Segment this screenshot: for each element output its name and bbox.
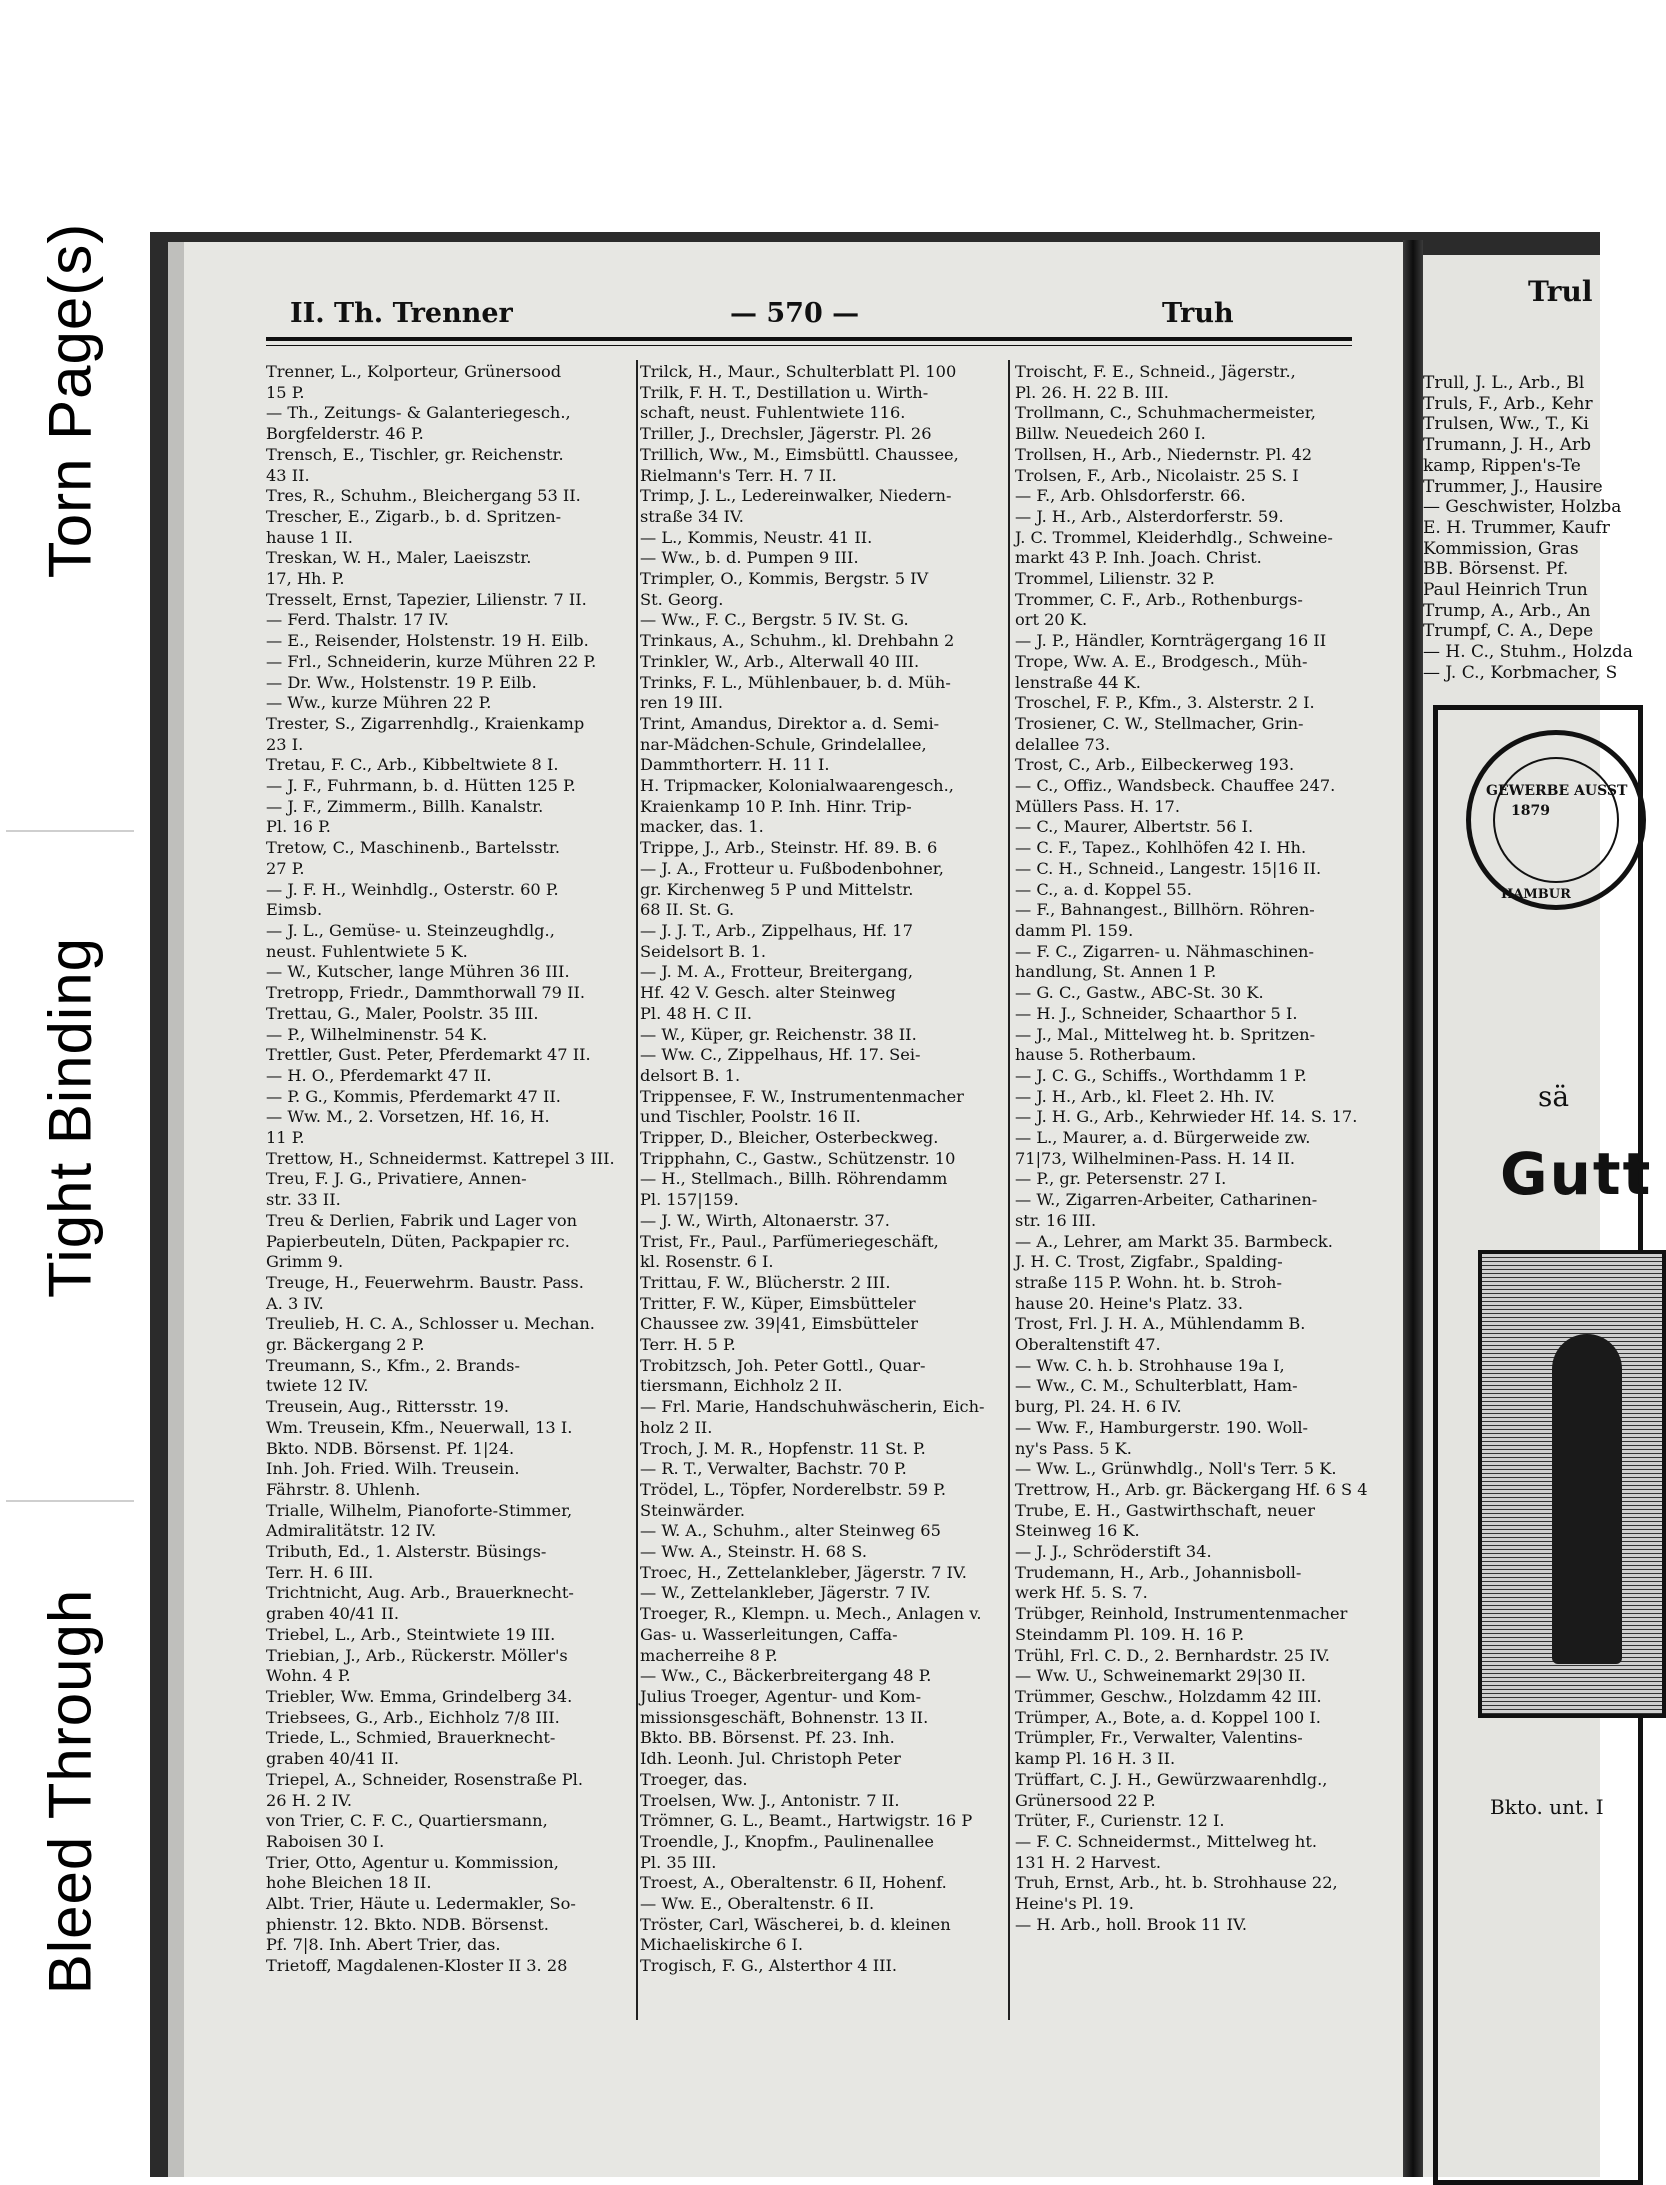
directory-entry-line: Idh. Leonh. Jul. Christoph Peter [640, 1749, 901, 1769]
directory-entry-line: — J. J. T., Arb., Zippelhaus, Hf. 17 [640, 920, 913, 940]
facing-page-entry-line: — J. C., Korbmacher, S [1423, 662, 1618, 683]
header-left: II. Th. Trenner [290, 298, 513, 329]
directory-entry-line: Tritter, F. W., Küper, Eimsbütteler [640, 1293, 916, 1313]
directory-entry-line: — W., Zigarren-Arbeiter, Catharinen- [1015, 1190, 1318, 1210]
directory-entry-line: Trensch, E., Tischler, gr. Reichenstr. [266, 444, 564, 464]
directory-entry-line: Trinks, F. L., Mühlenbauer, b. d. Müh- [640, 672, 951, 692]
directory-entry-line: — W., Kutscher, lange Mühren 36 III. [266, 962, 570, 982]
directory-entry-line: Trialle, Wilhelm, Pianoforte-Stimmer, [266, 1500, 573, 1520]
directory-entry-line: 26 H. 2 IV. [266, 1790, 352, 1810]
directory-entry-line: Troschel, F. P., Kfm., 3. Alsterstr. 2 I. [1015, 693, 1315, 713]
directory-entry-line: — H. O., Pferdemarkt 47 II. [266, 1065, 492, 1085]
exhibition-seal [1466, 730, 1646, 910]
directory-entry-line: Trippe, J., Arb., Steinstr. Hf. 89. B. 6 [640, 838, 938, 858]
directory-entry-line: — Ww., F. C., Bergstr. 5 IV. St. G. [640, 610, 909, 630]
side-divider [6, 830, 134, 832]
column-divider [636, 360, 638, 2020]
directory-entry-line: — Ww. E., Oberaltenstr. 6 II. [640, 1894, 875, 1914]
directory-entry-line: Troest, A., Oberaltenstr. 6 II, Hohenf. [640, 1873, 947, 1893]
figure-illustration [1552, 1334, 1622, 1664]
directory-entry-line: — C., a. d. Koppel 55. [1015, 879, 1192, 899]
directory-entry-line: Tröster, Carl, Wäscherei, b. d. kleinen [640, 1914, 951, 1934]
facing-page-entry-line: Trummer, J., Hausire [1423, 476, 1603, 497]
directory-entry-line: 68 II. St. G. [640, 900, 735, 920]
directory-entry-line: Trippensee, F. W., Instrumentenmacher [640, 1086, 964, 1106]
directory-entry-line: Pl. 48 H. C II. [640, 1003, 752, 1023]
directory-entry-line: Hf. 42 V. Gesch. alter Steinweg [640, 983, 896, 1003]
directory-entry-line: — P. G., Kommis, Pferdemarkt 47 II. [266, 1086, 561, 1106]
directory-entry-line: Trommer, C. F., Arb., Rothenburgs- [1015, 589, 1303, 609]
directory-entry-line: — C., Offiz., Wandsbeck. Chauffee 247. [1015, 776, 1336, 796]
directory-entry-line: Trödel, L., Töpfer, Norderelbstr. 59 P. [640, 1479, 946, 1499]
directory-entry-line: 11 P. [266, 1128, 305, 1148]
directory-entry-line: 15 P. [266, 382, 305, 402]
directory-entry-line: Trier, Otto, Agentur u. Kommission, [266, 1852, 559, 1872]
directory-entry-line: Dammthorterr. H. 11 I. [640, 755, 830, 775]
directory-entry-line: hause 1 II. [266, 527, 353, 547]
directory-entry-line: — W., Küper, gr. Reichenstr. 38 II. [640, 1024, 917, 1044]
directory-entry-line: Trist, Fr., Paul., Parfümeriegeschäft, [640, 1231, 939, 1251]
directory-entry-line: Steinwärder. [640, 1500, 746, 1520]
directory-entry-line: — Ww. C. h. b. Strohhause 19a I, [1015, 1355, 1285, 1375]
directory-entry-line: — J. F., Zimmerm., Billh. Kanalstr. [266, 796, 544, 816]
directory-entry-line: Trillich, Ww., M., Eimsbüttl. Chaussee, [640, 444, 959, 464]
directory-entry-line: Trosiener, C. W., Stellmacher, Grin- [1015, 713, 1304, 733]
directory-entry-line: Steinweg 16 K. [1015, 1521, 1140, 1541]
directory-entry-line: Raboisen 30 I. [266, 1831, 385, 1851]
directory-entry-line: Trömner, G. L., Beamt., Hartwigstr. 16 P [640, 1811, 973, 1831]
directory-entry-line: Trettau, G., Maler, Poolstr. 35 III. [266, 1003, 539, 1023]
directory-entry-line: — J. F., Fuhrmann, b. d. Hütten 125 P. [266, 776, 576, 796]
directory-entry-line: Triepel, A., Schneider, Rosenstraße Pl. [266, 1769, 583, 1789]
directory-entry-line: Trost, Frl. J. H. A., Mühlendamm B. [1015, 1314, 1306, 1334]
ad-footer: Bkto. unt. I [1490, 1795, 1604, 1819]
directory-entry-line: Tripphahn, C., Gastw., Schützenstr. 10 [640, 1148, 956, 1168]
directory-entry-line: — Ww. U., Schweinemarkt 29|30 II. [1015, 1666, 1306, 1686]
directory-entry-line: Tretropp, Friedr., Dammthorwall 79 II. [266, 983, 586, 1003]
directory-entry-line: Bkto. BB. Börsenst. Pf. 23. Inh. [640, 1728, 895, 1748]
directory-entry-line: Trübger, Reinhold, Instrumentenmacher [1015, 1604, 1348, 1624]
directory-entry-line: 17, Hh. P. [266, 569, 345, 589]
directory-entry-line: ren 19 III. [640, 693, 723, 713]
directory-entry-line: Tretau, F. C., Arb., Kibbeltwiete 8 I. [266, 755, 559, 775]
directory-entry-line: 71|73, Wilhelminen-Pass. H. 14 II. [1015, 1148, 1296, 1168]
facing-page-entry-line: Paul Heinrich Trun [1423, 580, 1588, 601]
directory-entry-line: 27 P. [266, 858, 305, 878]
directory-entry-line: — Ww., b. d. Pumpen 9 III. [640, 548, 859, 568]
directory-entry-line: gr. Bäckergang 2 P. [266, 1335, 425, 1355]
column-3 [1015, 362, 1385, 2022]
directory-entry-line: — J. W., Wirth, Altonaerstr. 37. [640, 1210, 890, 1230]
seal-bottom-text: HAMBUR [1501, 887, 1571, 902]
directory-entry-line: Trinkaus, A., Schuhm., kl. Drehbahn 2 [640, 631, 955, 651]
directory-entry-line: Fährstr. 8. Uhlenh. [266, 1479, 421, 1499]
directory-entry-line: — H., Stellmach., Billh. Röhrendamm [640, 1169, 948, 1189]
directory-entry-line: handlung, St. Annen 1 P. [1015, 962, 1217, 982]
directory-entry-line: — J., Mal., Mittelweg ht. b. Spritzen- [1015, 1024, 1316, 1044]
directory-entry-line: Terr. H. 6 III. [266, 1562, 374, 1582]
directory-entry-line: Trube, E. H., Gastwirthschaft, neuer [1015, 1500, 1315, 1520]
directory-entry-line: Trinkler, W., Arb., Alterwall 40 III. [640, 651, 920, 671]
directory-entry-line: straße 115 P. Wohn. ht. b. Stroh- [1015, 1272, 1282, 1292]
directory-entry-line: Triller, J., Drechsler, Jägerstr. Pl. 26 [640, 424, 932, 444]
directory-entry-line: Grünersood 22 P. [1015, 1790, 1156, 1810]
directory-entry-line: Pl. 35 III. [640, 1852, 717, 1872]
directory-entry-line: Triebian, J., Arb., Rückerstr. Möller's [266, 1645, 568, 1665]
facing-page-entry-line: Trulsen, Ww., T., Ki [1423, 414, 1589, 435]
directory-entry-line: Grimm 9. [266, 1252, 344, 1272]
directory-entry-line: graben 40/41 II. [266, 1749, 399, 1769]
facing-page-entry-line: Truls, F., Arb., Kehr [1423, 393, 1593, 414]
ad-headline: Gutt [1500, 1140, 1653, 1208]
directory-entry-line: — J. L., Gemüse- u. Steinzeughdlg., [266, 920, 555, 940]
directory-entry-line: Troelsen, Ww. J., Antonistr. 7 II. [640, 1790, 900, 1810]
directory-entry-line: Treumann, S., Kfm., 2. Brands- [266, 1355, 520, 1375]
directory-entry-line: Tributh, Ed., 1. Alsterstr. Büsings- [266, 1542, 547, 1562]
directory-entry-line: — Ww., kurze Mühren 22 P. [266, 693, 492, 713]
directory-entry-line: — Ww., C., Bäckerbreitergang 48 P. [640, 1666, 932, 1686]
directory-entry-line: Troeger, R., Klempn. u. Mech., Anlagen v. [640, 1604, 982, 1624]
directory-entry-line: Troeger, das. [640, 1769, 748, 1789]
directory-entry-line: Trolsen, F., Arb., Nicolaistr. 25 S. I [1015, 465, 1299, 485]
directory-entry-line: A. 3 IV. [266, 1293, 324, 1313]
directory-entry-line: Treulieb, H. C. A., Schlosser u. Mechan. [266, 1314, 595, 1334]
directory-entry-line: — A., Lehrer, am Markt 35. Barmbeck. [1015, 1231, 1333, 1251]
directory-entry-line: — Frl. Marie, Handschuhwäscherin, Eich- [640, 1397, 985, 1417]
seal-top-text: GEWERBE AUSST [1486, 783, 1628, 799]
directory-entry-line: — Ww. L., Grünwhdlg., Noll's Terr. 5 K. [1015, 1459, 1337, 1479]
directory-entry-line: straße 34 IV. [640, 506, 744, 526]
directory-entry-line: Trogisch, F. G., Alsterthor 4 III. [640, 1956, 898, 1976]
directory-entry-line: — J. H., Arb., kl. Fleet 2. Hh. IV. [1015, 1086, 1275, 1106]
facing-page-entry-line: — Geschwister, Holzba [1423, 497, 1622, 518]
directory-entry-line: Treuge, H., Feuerwehrm. Baustr. Pass. [266, 1272, 584, 1292]
directory-entry-line: Borgfelderstr. 46 P. [266, 424, 424, 444]
facing-page-entry-line: Trump, A., Arb., An [1423, 600, 1591, 621]
directory-entry-line: Trettler, Gust. Peter, Pferdemarkt 47 II. [266, 1045, 591, 1065]
facing-page-entry-line: kamp, Rippen's-Te [1423, 455, 1581, 476]
directory-entry-line: — C. H., Schneid., Langestr. 15|16 II. [1015, 858, 1322, 878]
directory-entry-line: — J. H. G., Arb., Kehrwieder Hf. 14. S. 17. [1015, 1107, 1358, 1127]
header-page-number: — 570 — [730, 298, 860, 329]
directory-entry-line: Trietoff, Magdalenen-Kloster II 3. 28 [266, 1956, 568, 1976]
column-1 [266, 362, 636, 2022]
directory-entry-line: — R. T., Verwalter, Bachstr. 70 P. [640, 1459, 907, 1479]
directory-entry-line: — F., Bahnangest., Billhörn. Röhren- [1015, 900, 1315, 920]
directory-entry-line: Truh, Ernst, Arb., ht. b. Strohhause 22, [1015, 1873, 1338, 1893]
directory-entry-line: Wm. Treusein, Kfm., Neuerwall, 13 I. [266, 1417, 573, 1437]
facing-page-lines [1423, 373, 1633, 684]
facing-page-entry-line: — H. C., Stuhm., Holzda [1423, 642, 1633, 663]
directory-entry-line: macker, das. 1. [640, 817, 764, 837]
directory-entry-line: — Ferd. Thalstr. 17 IV. [266, 610, 449, 630]
seal-inner-ring [1493, 757, 1619, 883]
directory-entry-line: Trümper, A., Bote, a. d. Koppel 100 I. [1015, 1707, 1321, 1727]
directory-entry-line: — J. J., Schröderstift 34. [1015, 1542, 1212, 1562]
directory-entry-line: — E., Reisender, Holstenstr. 19 H. Eilb. [266, 631, 589, 651]
directory-entry-line: Troch, J. M. R., Hopfenstr. 11 St. P. [640, 1438, 926, 1458]
directory-entry-line: Trümmer, Geschw., Holzdamm 42 III. [1015, 1687, 1322, 1706]
directory-entry-line: ort 20 K. [1015, 610, 1088, 630]
ad-text-small: sä [1538, 1080, 1570, 1113]
facing-page [1423, 255, 1653, 2177]
directory-entry-line: — P., gr. Petersenstr. 27 I. [1015, 1169, 1227, 1189]
directory-entry-line: — F. C., Zigarren- u. Nähmaschinen- [1015, 941, 1314, 961]
directory-entry-line: — F., Arb. Ohlsdorferstr. 66. [1015, 486, 1246, 506]
directory-entry-line: macherreihe 8 P. [640, 1645, 778, 1665]
directory-entry-line: — Ww. F., Hamburgerstr. 190. Woll- [1015, 1417, 1309, 1437]
side-divider [6, 1500, 134, 1502]
directory-entry-line: Terr. H. 5 P. [640, 1335, 736, 1355]
binding-gutter [1403, 240, 1423, 2177]
directory-entry-line: 131 H. 2 Harvest. [1015, 1852, 1162, 1872]
directory-entry-line: — Dr. Ww., Holstenstr. 19 P. Eilb. [266, 672, 537, 692]
directory-entry-line: Steindamm Pl. 109. H. 16 P. [1015, 1624, 1245, 1644]
advertisement [1433, 705, 1653, 2185]
directory-entry-line: Troendle, J., Knopfm., Paulinenallee [640, 1831, 934, 1851]
directory-entry-line: kl. Rosenstr. 6 I. [640, 1252, 774, 1272]
directory-entry-line: gr. Kirchenweg 5 P und Mittelstr. [640, 879, 914, 899]
directory-entry-line: — Ww. A., Steinstr. H. 68 S. [640, 1542, 867, 1562]
directory-entry-line: 23 I. [266, 734, 304, 754]
directory-entry-line: Julius Troeger, Agentur- und Kom- [640, 1687, 922, 1706]
directory-entry-line: Trommel, Lilienstr. 32 P. [1015, 569, 1215, 589]
ad-illustration [1478, 1250, 1666, 1718]
facing-page-entry-line: E. H. Trummer, Kaufr [1423, 517, 1610, 538]
directory-entry-line: damm Pl. 159. [1015, 920, 1134, 940]
directory-entry-line: kamp Pl. 16 H. 3 II. [1015, 1749, 1176, 1769]
side-label-bleed: Bleed Through [36, 1588, 104, 1995]
directory-entry-line: Pl. 16 P. [266, 817, 331, 837]
directory-entry-line: Trenner, L., Kolporteur, Grünersood [266, 362, 562, 381]
directory-entry-line: Pf. 7|8. Inh. Abert Trier, das. [266, 1935, 501, 1955]
directory-entry-line: Wohn. 4 P. [266, 1666, 351, 1686]
directory-entry-line: phienstr. 12. Bkto. NDB. Börsenst. [266, 1914, 549, 1934]
directory-entry-line: Trudemann, H., Arb., Johannisboll- [1015, 1562, 1302, 1582]
directory-entry-line: — Ww., C. M., Schulterblatt, Ham- [1015, 1376, 1298, 1396]
directory-entry-line: Trilck, H., Maur., Schulterblatt Pl. 100 [640, 362, 957, 381]
directory-entry-line: — J. F. H., Weinhdlg., Osterstr. 60 P. [266, 879, 559, 899]
directory-entry-line: Bkto. NDB. Börsenst. Pf. 1|24. [266, 1438, 515, 1458]
directory-entry-line: Heine's Pl. 19. [1015, 1894, 1134, 1914]
directory-entry-line: hohe Bleichen 18 II. [266, 1873, 432, 1893]
directory-entry-line: — C. F., Tapez., Kohlhöfen 42 I. Hh. [1015, 838, 1307, 858]
directory-entry-line: — W., Zettelankleber, Jägerstr. 7 IV. [640, 1583, 931, 1603]
directory-entry-line: Treu & Derlien, Fabrik und Lager von [266, 1210, 578, 1230]
directory-entry-line: Trittau, F. W., Blücherstr. 2 III. [640, 1272, 891, 1292]
directory-entry-line: hause 20. Heine's Platz. 33. [1015, 1293, 1243, 1313]
directory-entry-line: nar-Mädchen-Schule, Grindelallee, [640, 734, 927, 754]
directory-entry-line: Müllers Pass. H. 17. [1015, 796, 1180, 816]
directory-entry-line: Chaussee zw. 39|41, Eimsbütteler [640, 1314, 919, 1334]
directory-entry-line: str. 33 II. [266, 1190, 341, 1210]
directory-entry-line: ny's Pass. 5 K. [1015, 1438, 1132, 1458]
directory-entry-line: — F. C. Schneidermst., Mittelweg ht. [1015, 1831, 1318, 1851]
facing-page-entry-line: Trull, J. L., Arb., Bl [1423, 373, 1585, 393]
directory-entry-line: Pl. 157|159. [640, 1190, 739, 1210]
directory-entry-line: — W. A., Schuhm., alter Steinweg 65 [640, 1521, 941, 1541]
directory-entry-line: markt 43 P. Inh. Joach. Christ. [1015, 548, 1262, 568]
directory-entry-line: Trüter, F., Curienstr. 12 I. [1015, 1811, 1225, 1831]
directory-entry-line: Trettrow, H., Arb. gr. Bäckergang Hf. 6 S 4 [1015, 1479, 1368, 1499]
directory-entry-line: Seidelsort B. 1. [640, 941, 767, 961]
directory-entry-line: — J. C. G., Schiffs., Worthdamm 1 P. [1015, 1065, 1307, 1085]
directory-entry-line: — C., Maurer, Albertstr. 56 I. [1015, 817, 1254, 837]
directory-entry-line: von Trier, C. F. C., Quartiersmann, [266, 1811, 548, 1831]
directory-entry-line: Tres, R., Schuhm., Bleichergang 53 II. [266, 486, 581, 506]
directory-entry-line: Michaeliskirche 6 I. [640, 1935, 804, 1955]
directory-entry-line: Trope, Ww. A. E., Brodgesch., Müh- [1015, 651, 1308, 671]
directory-entry-line: — Ww. C., Zippelhaus, Hf. 17. Sei- [640, 1045, 921, 1065]
directory-entry-line: Admiralitätstr. 12 IV. [266, 1521, 437, 1541]
directory-entry-line: — J. P., Händler, Kornträgergang 16 II [1015, 631, 1327, 651]
directory-entry-line: — L., Kommis, Neustr. 41 II. [640, 527, 873, 547]
directory-entry-line: Trollsen, H., Arb., Niedernstr. Pl. 42 [1015, 444, 1313, 464]
directory-entry-line: Papierbeuteln, Düten, Packpapier rc. [266, 1231, 570, 1251]
directory-entry-line: hause 5. Rotherbaum. [1015, 1045, 1197, 1065]
directory-entry-line: Pl. 26. H. 22 B. III. [1015, 382, 1169, 402]
directory-entry-line: 43 II. [266, 465, 310, 485]
directory-entry-line: Treu, F. J. G., Privatiere, Annen- [266, 1169, 527, 1189]
directory-entry-line: Troec, H., Zettelankleber, Jägerstr. 7 IV. [640, 1562, 967, 1582]
directory-entry-line: — H. J., Schneider, Schaarthor 5 I. [1015, 1003, 1298, 1023]
directory-entry-line: Oberaltenstift 47. [1015, 1335, 1161, 1355]
side-label-torn: Torn Page(s) [36, 222, 104, 579]
directory-entry-line: Trollmann, C., Schuhmachermeister, [1015, 403, 1316, 423]
page-header [290, 298, 1240, 328]
directory-entry-line: neust. Fuhlentwiete 5 K. [266, 941, 468, 961]
header-rule [266, 337, 1352, 341]
directory-entry-line: burg, Pl. 24. H. 6 IV. [1015, 1397, 1182, 1417]
directory-entry-line: — Frl., Schneiderin, kurze Mühren 22 P. [266, 651, 597, 671]
directory-entry-line: Billw. Neuedeich 260 I. [1015, 424, 1206, 444]
directory-entry-line: — P., Wilhelminenstr. 54 K. [266, 1024, 488, 1044]
directory-entry-line: tiersmann, Eichholz 2 II. [640, 1376, 843, 1396]
directory-entry-line: — Th., Zeitungs- & Galanteriegesch., [266, 403, 571, 423]
facing-page-title: Trul [1528, 275, 1593, 308]
directory-entry-line: Trümpler, Fr., Verwalter, Valentins- [1015, 1728, 1303, 1748]
directory-entry-line: J. H. C. Trost, Zigfabr., Spalding- [1015, 1252, 1283, 1272]
directory-entry-line: lenstraße 44 K. [1015, 672, 1141, 692]
directory-entry-line: Troischt, F. E., Schneid., Jägerstr., [1015, 362, 1296, 381]
directory-entry-line: delallee 73. [1015, 734, 1111, 754]
directory-entry-line: delsort B. 1. [640, 1065, 741, 1085]
directory-entry-line: Tretow, C., Maschinenb., Bartelsstr. [266, 838, 561, 858]
directory-entry-line: Trint, Amandus, Direktor a. d. Semi- [640, 713, 940, 733]
directory-entry-line: Trettow, H., Schneidermst. Kattrepel 3 III. [266, 1148, 615, 1168]
directory-entry-line: Trüffart, C. J. H., Gewürzwaarenhdlg., [1015, 1769, 1328, 1789]
directory-entry-line: Trimp, J. L., Ledereinwalker, Niedern- [640, 486, 952, 506]
directory-entry-line: graben 40/41 II. [266, 1604, 399, 1624]
directory-entry-line: Triede, L., Schmied, Brauerknecht- [266, 1728, 556, 1748]
directory-entry-line: Trobitzsch, Joh. Peter Gottl., Quar- [640, 1355, 926, 1375]
facing-page-entry-line: Kommission, Gras [1423, 538, 1579, 559]
directory-entry-line: holz 2 II. [640, 1417, 713, 1437]
directory-entry-line: Rielmann's Terr. H. 7 II. [640, 465, 837, 485]
header-right: Truh [1162, 298, 1234, 329]
side-label-binding: Tight Binding [36, 937, 104, 1298]
directory-entry-line: Trester, S., Zigarrenhdlg., Kraienkamp [266, 713, 585, 733]
directory-entry-line: — H. Arb., holl. Brook 11 IV. [1015, 1914, 1248, 1934]
directory-entry-line: Gas- u. Wasserleitungen, Caffa- [640, 1624, 898, 1644]
directory-entry-line: Trühl, Frl. C. D., 2. Bernhardstr. 25 IV. [1015, 1645, 1330, 1665]
directory-entry-line: schaft, neust. Fuhlentwiete 116. [640, 403, 906, 423]
directory-entry-line: Trescher, E., Zigarb., b. d. Spritzen- [266, 506, 562, 526]
directory-entry-line: Inh. Joh. Fried. Wilh. Treusein. [266, 1459, 520, 1479]
column-divider [1008, 360, 1010, 2020]
directory-entry-line: — J. H., Arb., Alsterdorferstr. 59. [1015, 506, 1284, 526]
directory-entry-line: — J. A., Frotteur u. Fußbodenbohner, [640, 858, 944, 878]
directory-entry-line: — Ww. M., 2. Vorsetzen, Hf. 16, H. [266, 1107, 550, 1127]
directory-entry-line: Albt. Trier, Häute u. Ledermakler, So- [266, 1894, 576, 1914]
directory-entry-line: missionsgeschäft, Bohnenstr. 13 II. [640, 1707, 929, 1727]
directory-entry-line: Kraienkamp 10 P. Inh. Hinr. Trip- [640, 796, 912, 816]
directory-entry-line: Triebsees, G., Arb., Eichholz 7/8 III. [266, 1707, 560, 1727]
directory-entry-line: Triebler, Ww. Emma, Grindelberg 34. [266, 1687, 573, 1706]
facing-page-entry-line: Trumpf, C. A., Depe [1423, 621, 1594, 642]
directory-entry-line: — G. C., Gastw., ABC-St. 30 K. [1015, 983, 1264, 1003]
directory-entry-line: twiete 12 IV. [266, 1376, 369, 1396]
directory-entry-line: und Tischler, Poolstr. 16 II. [640, 1107, 861, 1127]
directory-entry-line: H. Tripmacker, Kolonialwaarengesch., [640, 776, 954, 796]
header-rule-thin [266, 345, 1352, 346]
facing-page-entry-line: Trumann, J. H., Arb [1423, 435, 1591, 456]
directory-entry-line: Treusein, Aug., Rittersstr. 19. [266, 1397, 510, 1417]
directory-entry-line: Trimpler, O., Kommis, Bergstr. 5 IV [640, 569, 929, 589]
directory-entry-line: Treskan, W. H., Maler, Laeiszstr. [266, 548, 532, 568]
seal-year: 1879 [1511, 803, 1550, 819]
directory-entry-line: Tresselt, Ernst, Tapezier, Lilienstr. 7 II. [266, 589, 587, 609]
directory-entry-line: Trilk, F. H. T., Destillation u. Wirth- [640, 382, 929, 402]
directory-entry-line: Eimsb. [266, 900, 323, 920]
facing-page-entry-line: BB. Börsenst. Pf. [1423, 559, 1569, 580]
directory-entry-line: — J. M. A., Frotteur, Breitergang, [640, 962, 913, 982]
directory-entry-line: Triebel, L., Arb., Steintwiete 19 III. [266, 1624, 556, 1644]
directory-entry-line: Trichtnicht, Aug. Arb., Brauerknecht- [266, 1583, 574, 1603]
directory-entry-line: J. C. Trommel, Kleiderhdlg., Schweine- [1015, 527, 1333, 547]
directory-entry-line: werk Hf. 5. S. 7. [1015, 1583, 1148, 1603]
column-2 [640, 362, 1010, 2022]
directory-entry-line: Tripper, D., Bleicher, Osterbeckweg. [640, 1128, 939, 1148]
directory-entry-line: str. 16 III. [1015, 1210, 1097, 1230]
directory-entry-line: St. Georg. [640, 589, 724, 609]
directory-entry-line: Trost, C., Arb., Eilbeckerweg 193. [1015, 755, 1295, 775]
directory-entry-line: — L., Maurer, a. d. Bürgerweide zw. [1015, 1128, 1311, 1148]
